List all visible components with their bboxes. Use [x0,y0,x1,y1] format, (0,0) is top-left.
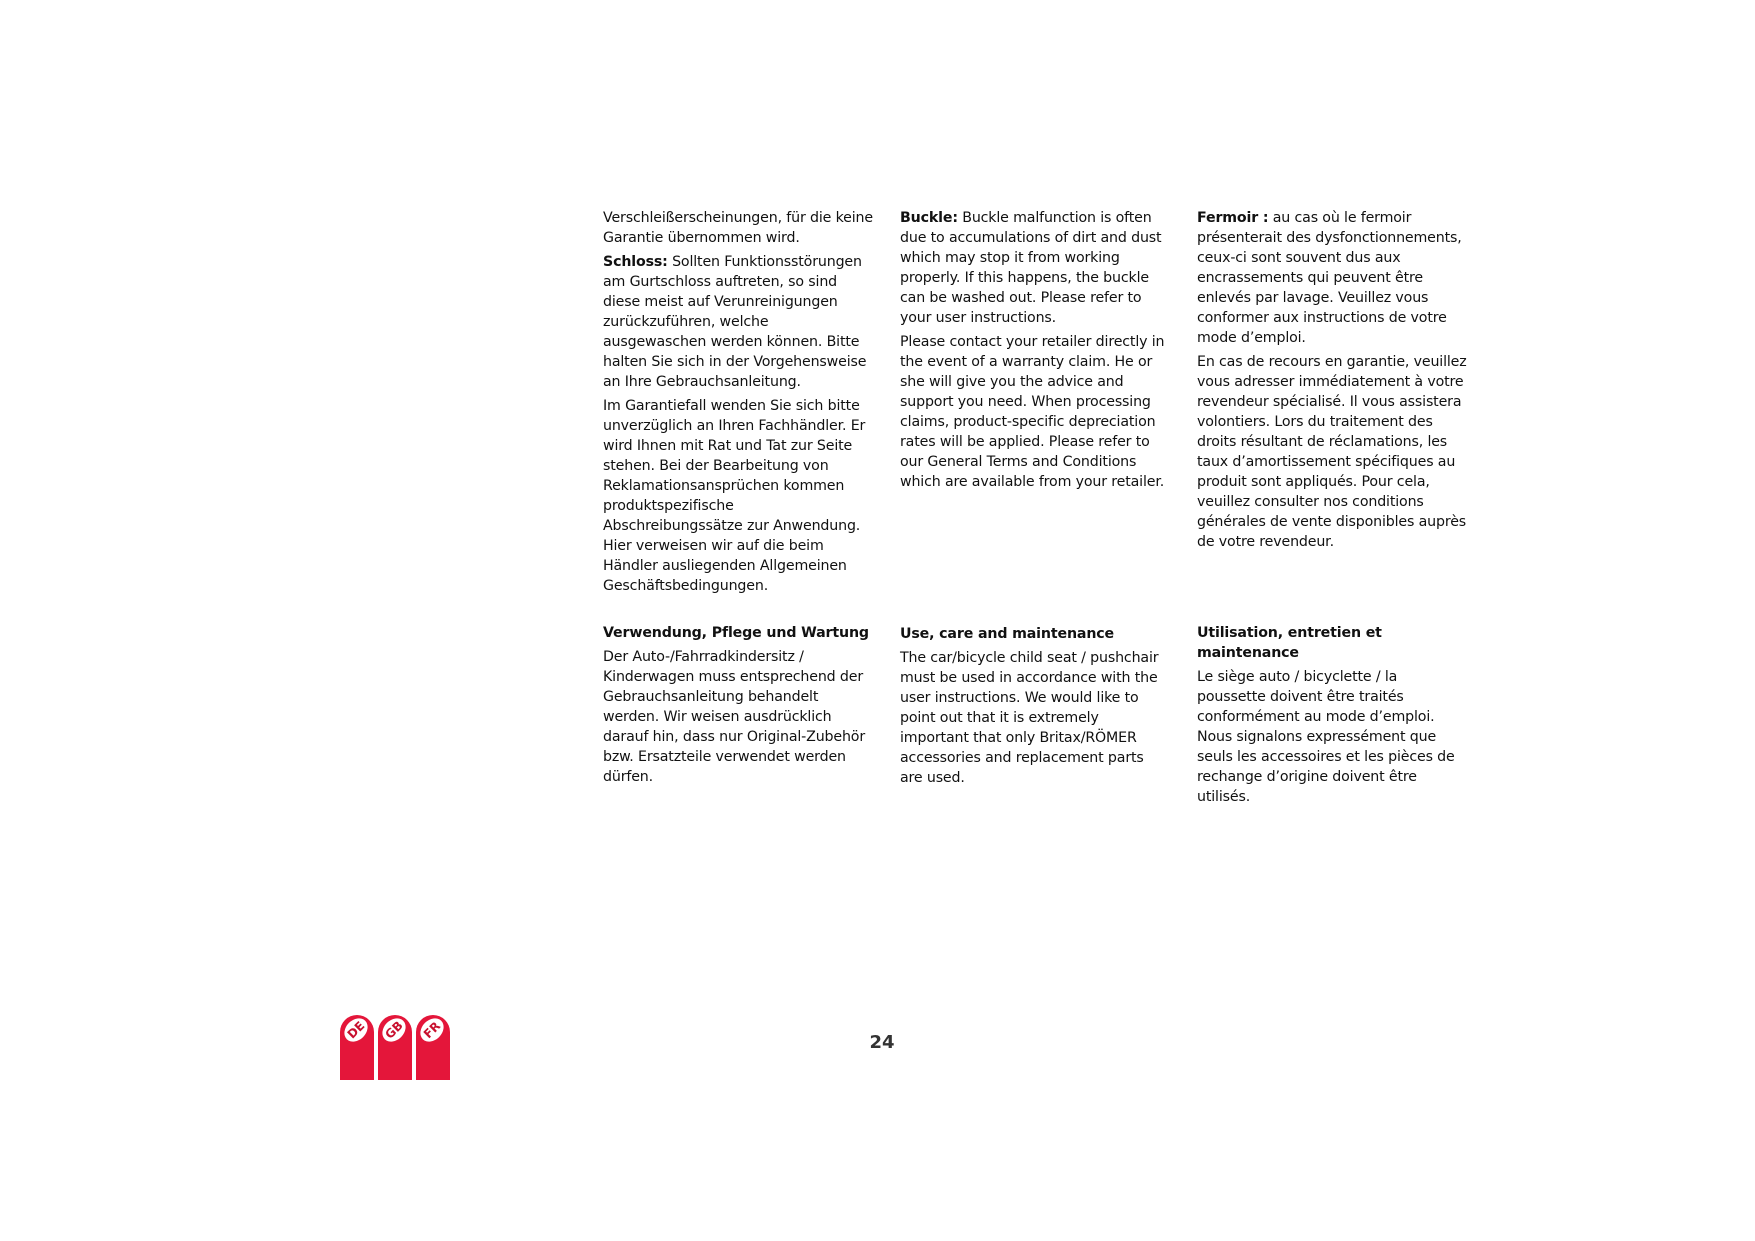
language-tab-gb [378,1012,412,1080]
fr-buckle-paragraph [1197,208,1467,348]
gb-buckle-label: Buckle: [900,210,958,226]
fr-buckle-label: Fermoir : [1197,210,1269,226]
language-code-fr: FR [420,1018,444,1042]
language-tabs [340,1012,452,1080]
page-number: 24 [869,1032,895,1053]
language-tab-de [340,1012,374,1080]
german-warranty-column [603,208,873,600]
gb-buckle-paragraph [900,208,1170,328]
fr-warranty-paragraph: En cas de recours en garantie, veuillez vous adresser immédiatement à votre revendeur spécialisé. Il vous assistera volontiers. Lors du traitement des droits résultant de réclamations, les taux d’amortissement spécifiques au produit sont appliqués. Pour cela, veuillez consulter nos conditions générales de vente disponibles auprès de votre revendeur. [1197,354,1467,550]
de-care-heading: Verwendung, Pflege und Wartung [603,625,869,641]
english-warranty-column [900,208,1170,496]
de-buckle-text: Sollten Funktionsstörungen am Gurtschloss auftreten, so sind diese meist auf Verunreinigungen zurückzuführen, welche ausgewaschen werden können. Bitte halten Sie sich in der Vorgehensweise an Ihre Gebrauchsanleitung. [603,254,867,390]
de-wear-paragraph: Verschleißerscheinungen, für die keine Garantie übernommen wird. [603,210,873,246]
language-code-de: DE [344,1018,368,1042]
gb-warranty-paragraph: Please contact your retailer directly in the event of a warranty claim. He or she will give you the advice and support you need. When processing claims, product-specific depreciation rates will be applied. Please refer to our General Terms and Conditions which are available from your retailer. [900,334,1165,490]
de-buckle-paragraph [603,252,873,392]
de-buckle-label: Schloss: [603,254,668,270]
language-code-gb: GB [382,1018,406,1042]
fr-care-heading: Utilisation, entretien et maintenance [1197,625,1382,661]
gb-care-paragraph: The car/bicycle child seat / pushchair must be used in accordance with the user instructions. We would like to point out that it is extremely important that only Britax/RÖMER accessories and replacement parts are used. [900,650,1159,786]
fr-buckle-text: au cas où le fermoir présenterait des dysfonctionnements, ceux-ci sont souvent dus aux encrassements qui peuvent être enlevés par lavage. Veuillez vous conformer aux instructions de votre mode d’emploi. [1197,210,1462,346]
fr-care-paragraph: Le siège auto / bicyclette / la poussette doivent être traités conformément au mode d’emploi. Nous signalons expressément que seuls les accessoires et les pièces de rechange d’origine doivent être utilisés. [1197,669,1455,805]
gb-care-heading: Use, care and maintenance [900,626,1115,642]
de-care-paragraph: Der Auto-/Fahrradkindersitz / Kinderwagen muss entsprechend der Gebrauchsanleitung behandelt werden. Wir weisen ausdrücklich darauf hin, dass nur Original-Zubehör bzw. Ersatzteile verwendet werden dürfen. [603,649,866,785]
de-warranty-paragraph: Im Garantiefall wenden Sie sich bitte unverzüglich an Ihren Fachhändler. Er wird Ihnen mit Rat und Tat zur Seite stehen. Bei der Bearbeitung von Reklamationsansprüchen kommen produktspezifische Abschreibungssätze zur Anwendung. Hier verweisen wir auf die beim Händler ausliegenden Allgemeinen Geschäftsbedingungen. [603,398,866,594]
gb-care-section [900,624,1170,788]
french-warranty-column [1197,208,1467,556]
language-tab-fr [416,1012,450,1080]
de-care-section [603,623,873,787]
fr-care-section [1197,623,1467,807]
gb-buckle-text: Buckle malfunction is often due to accumulations of dirt and dust which may stop it from working properly. If this happens, the buckle can be washed out. Please refer to your user instructions. [900,210,1162,326]
